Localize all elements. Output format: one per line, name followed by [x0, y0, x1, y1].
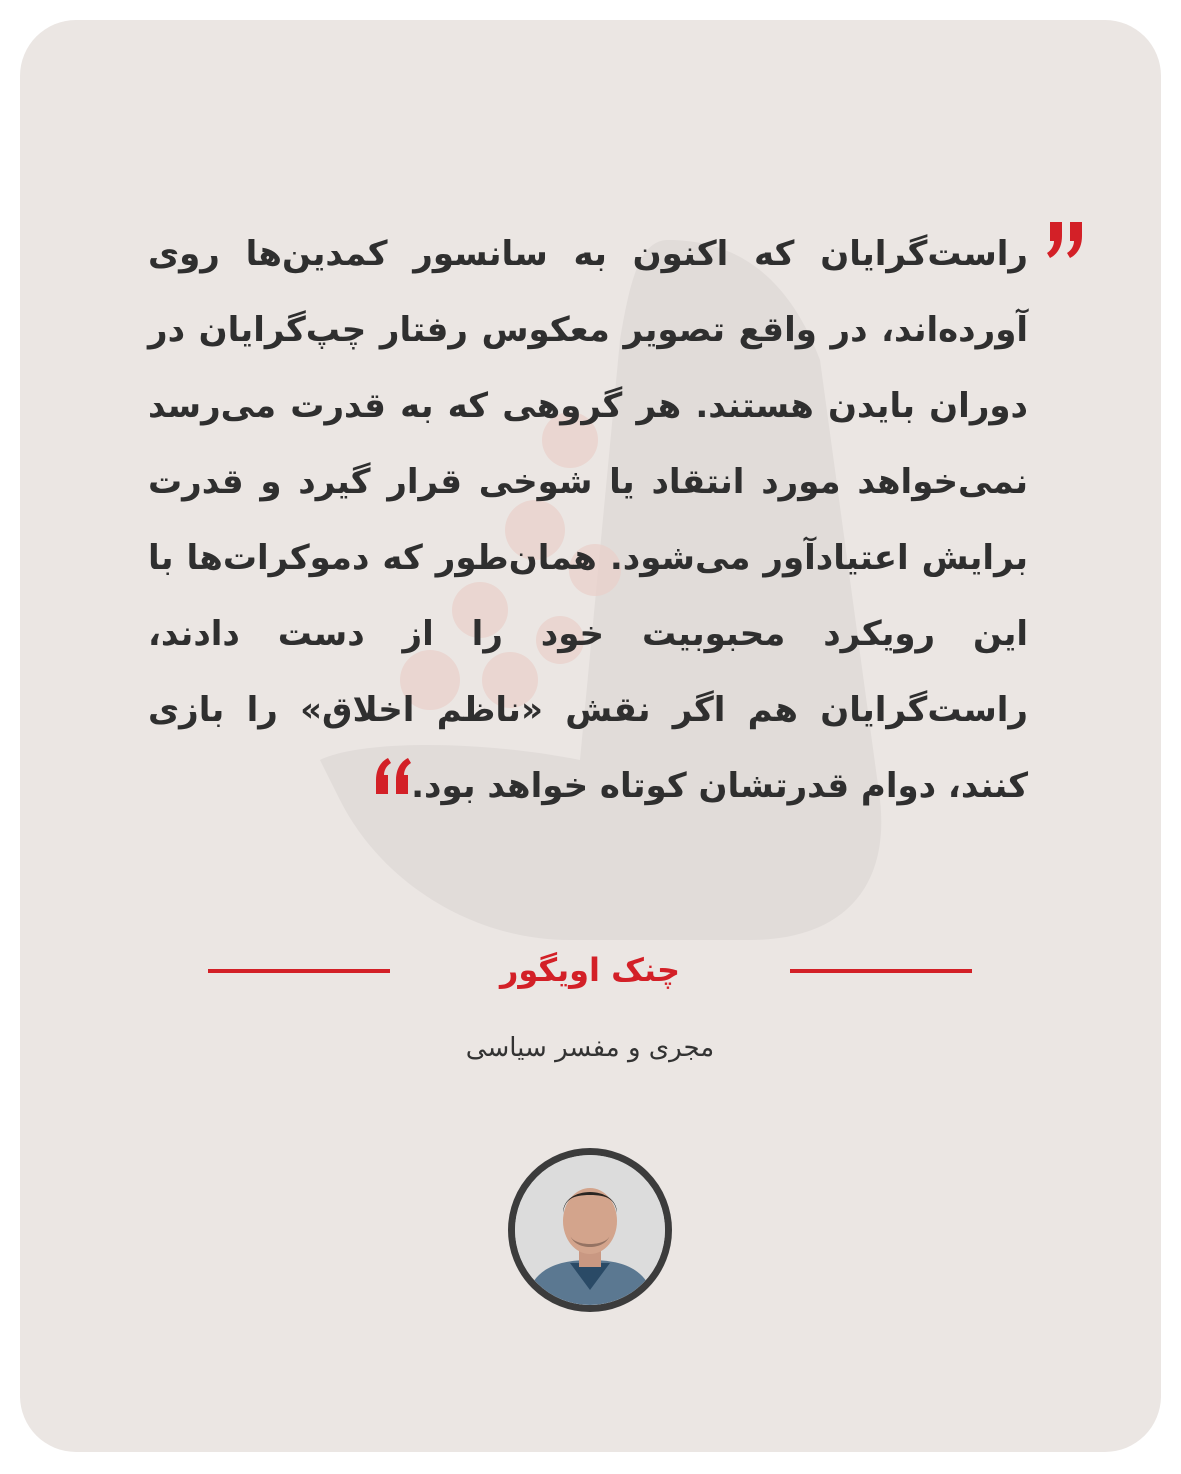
avatar — [508, 1148, 672, 1312]
author-role: مجری و مفسر سیاسی — [465, 1033, 715, 1063]
person-photo-icon — [515, 1155, 665, 1305]
quote-card — [20, 20, 1161, 1452]
divider-left — [208, 969, 390, 973]
quote-open-icon — [1042, 216, 1086, 266]
author-name: چنک اویگور — [500, 951, 680, 989]
quote-text: راست‌گرایان که اکنون به سانسور کمدین‌ها روی آورده‌اند، در واقع تصویر معکوس رفتار چپ‌گرایان در دوران بایدن هستند. هر گروهی که به قدرت می‌رسد نمی‌خواهد مورد انتقاد یا شوخی قرار گیرد و قدرت برایش اعتیادآور می‌شود. همان‌طور که دموکرات‌ها با این رویکرد محبوبیت خود را از دست دادند، راست‌گرایان هم اگر نقش «ناظم اخلاق» را بازی کنند، دوام قدرتشان کوتاه خواهد بود. — [148, 234, 1028, 806]
divider-right — [790, 969, 972, 973]
quote-close-icon — [372, 750, 416, 800]
